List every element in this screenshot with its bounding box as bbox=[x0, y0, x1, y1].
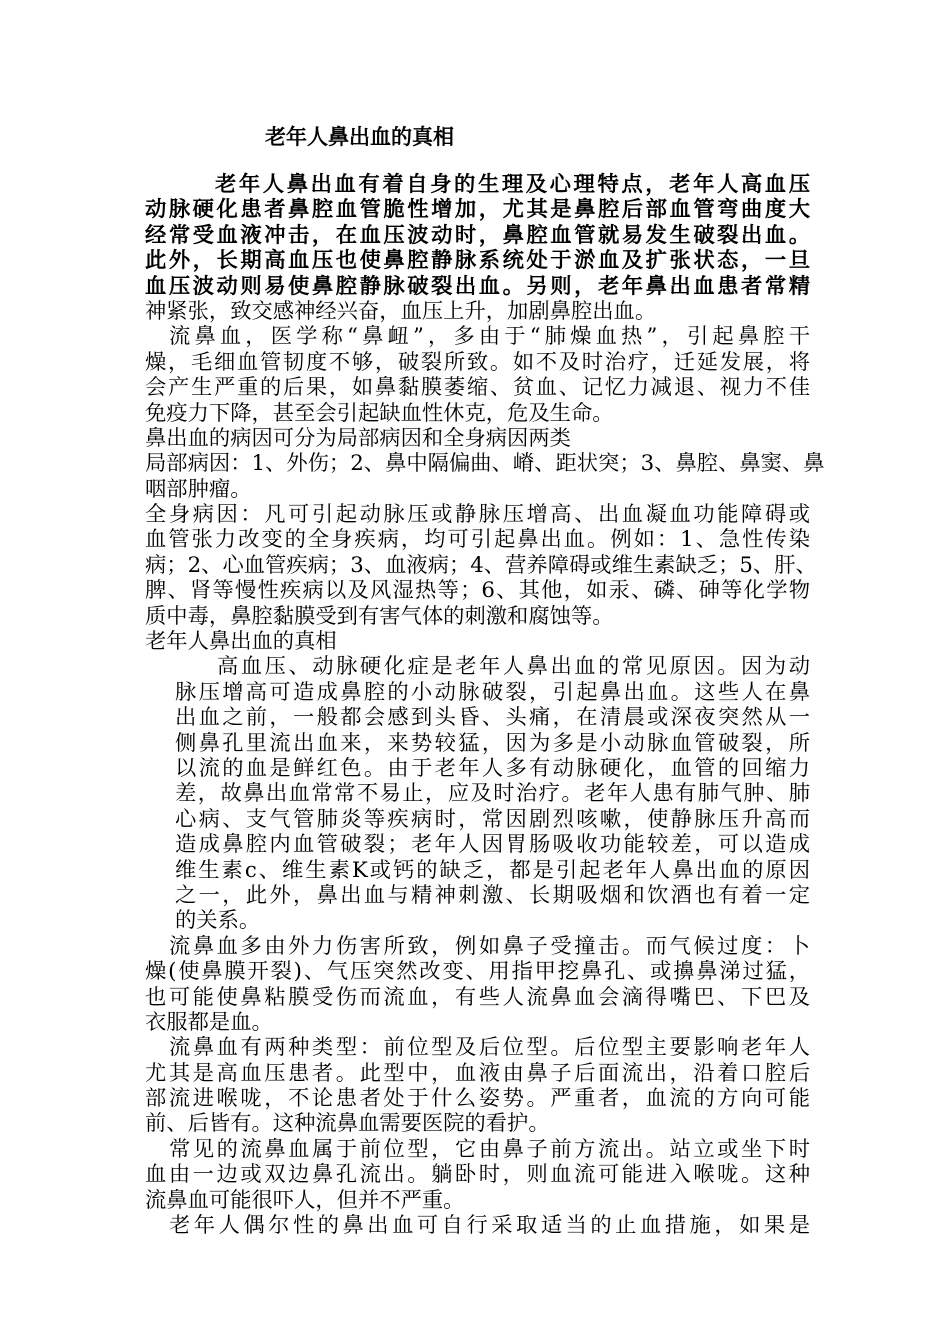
text-line: 差，故鼻出血常常不易止，应及时治疗。老年人患有肺气肿、肺 bbox=[175, 781, 810, 807]
text-line: 尤其是高血压患者。此型中，血液由鼻子后面流出，沿着口腔后 bbox=[145, 1060, 810, 1086]
text-line: 脾、肾等慢性疾病以及风湿热等；6、其他，如汞、磷、砷等化学物 bbox=[145, 578, 810, 604]
text-line: 流鼻血有两种类型：前位型及后位型。后位型主要影响老年人 bbox=[169, 1035, 810, 1061]
text-line: 之一，此外，鼻出血与精神刺激、长期吸烟和饮酒也有着一定 bbox=[175, 882, 810, 908]
text-line: 的关系。 bbox=[175, 908, 261, 934]
text-line: 此外，长期高血压也使鼻腔静脉系统处于淤血及扩张状态，一旦 bbox=[145, 248, 810, 274]
text-line: 血由一边或双边鼻孔流出。躺卧时，则血流可能进入喉咙。这种 bbox=[145, 1162, 810, 1188]
text-line: 老年人鼻出血有着自身的生理及心理特点，老年人高血压 bbox=[215, 172, 810, 197]
text-line: 老年人鼻出血的真相 bbox=[145, 629, 337, 655]
text-line: 衣服都是血。 bbox=[145, 1009, 273, 1035]
paragraph-external-injury bbox=[145, 934, 810, 1036]
paragraph-nosebleed-definition bbox=[145, 324, 810, 426]
text-line: 燥，毛细血管韧度不够，破裂所致。如不及时治疗，迁延发展，将 bbox=[145, 349, 810, 375]
text-line: 维生素c、维生素K或钙的缺乏，都是引起老年人鼻出血的原因 bbox=[175, 857, 810, 883]
text-line: 神紧张，致交感神经兴奋，血压上升，加剧鼻腔出血。 bbox=[145, 298, 657, 324]
document-title: 老年人鼻出血的真相 bbox=[265, 124, 454, 149]
paragraph-systemic-causes bbox=[145, 502, 817, 629]
text-line: 会产生严重的后果，如鼻黏膜萎缩、贫血、记忆力减退、视力不佳 bbox=[145, 375, 810, 401]
text-line: 以流的血是鲜红色。由于老年人多有动脉硬化，血管的回缩力 bbox=[175, 755, 810, 781]
text-line: 高血压、动脉硬化症是老年人鼻出血的常见原因。因为动 bbox=[217, 654, 810, 680]
text-line: 部流进喉咙，不论患者处于什么姿势。严重者，血流的方向可能 bbox=[145, 1086, 810, 1112]
document-page bbox=[145, 122, 825, 1239]
text-line: 咽部肿瘤。 bbox=[145, 476, 252, 502]
text-line: 侧鼻孔里流出血来，来势较猛，因为多是小动脉血管破裂，所 bbox=[175, 730, 810, 756]
text-line: 经常受血液冲击，在血压波动时，鼻腔血管就易发生破裂出血。 bbox=[145, 222, 810, 248]
text-line: 动脉硬化患者鼻腔血管脆性增加，尤其是鼻腔后部血管弯曲度大 bbox=[145, 197, 810, 223]
text-line: 病；2、心血管疾病；3、血液病；4、营养障碍或维生素缺乏；5、肝、 bbox=[145, 552, 817, 578]
text-line: 全身病因：凡可引起动脉压或静脉压增高、出血凝血功能障碍或 bbox=[145, 502, 810, 528]
paragraph-anterior-type bbox=[145, 1137, 810, 1213]
paragraph-elderly-nosebleed-intro bbox=[145, 172, 810, 324]
paragraph-causes-heading bbox=[145, 426, 810, 451]
text-line: 流鼻血多由外力伤害所致，例如鼻子受撞击。而气候过度：卜 bbox=[169, 933, 810, 959]
text-line: 鼻出血的病因可分为局部病因和全身病因两类 bbox=[145, 425, 571, 451]
paragraph-local-causes bbox=[145, 451, 825, 502]
text-line: 血压波动则易使鼻腔静脉破裂出血。另则，老年鼻出血患者常精 bbox=[145, 273, 810, 299]
text-line: 质中毒，鼻腔黏膜受到有害气体的刺激和腐蚀等。 bbox=[145, 603, 614, 629]
text-line: 常见的流鼻血属于前位型，它由鼻子前方流出。站立或坐下时 bbox=[169, 1136, 810, 1162]
text-line: 造成鼻腔内血管破裂；老年人因胃肠吸收功能较差，可以造成 bbox=[175, 832, 810, 858]
paragraph-two-types bbox=[145, 1035, 810, 1137]
text-line: 也可能使鼻粘膜受伤而流血，有些人流鼻血会滴得嘴巴、下巴及 bbox=[145, 984, 810, 1010]
text-line: 老年人偶尔性的鼻出血可自行采取适当的止血措施，如果是 bbox=[169, 1213, 810, 1239]
text-line: 流鼻血，医学称“鼻衄”，多由于“肺燥血热”，引起鼻腔干 bbox=[169, 324, 810, 350]
text-line: 免疫力下降，甚至会引起缺血性休克，危及生命。 bbox=[145, 400, 614, 426]
text-line: 脉压增高可造成鼻腔的小动脉破裂，引起鼻出血。这些人在鼻 bbox=[175, 679, 810, 705]
text-line: 心病、支气管肺炎等疾病时，常因剧烈咳嗽，使静脉压升高而 bbox=[175, 806, 810, 832]
text-line: 燥(使鼻膜开裂)、气压突然改变、用指甲挖鼻孔、或擤鼻涕过猛， bbox=[145, 959, 810, 985]
paragraph-self-treatment bbox=[145, 1213, 810, 1238]
text-line: 局部病因：1、外伤；2、鼻中隔偏曲、嵴、距状突；3、鼻腔、鼻窦、鼻 bbox=[145, 451, 825, 477]
text-line: 前、后皆有。这种流鼻血需要医院的看护。 bbox=[145, 1111, 550, 1137]
text-line: 出血之前，一般都会感到头昏、头痛，在清晨或深夜突然从一 bbox=[175, 705, 810, 731]
paragraph-hypertension-cause bbox=[145, 654, 810, 933]
text-line: 流鼻血可能很吓人，但并不严重。 bbox=[145, 1187, 465, 1213]
text-line: 血管张力改变的全身疾病，均可引起鼻出血。例如：1、急性传染 bbox=[145, 527, 810, 553]
section-heading bbox=[145, 629, 810, 654]
